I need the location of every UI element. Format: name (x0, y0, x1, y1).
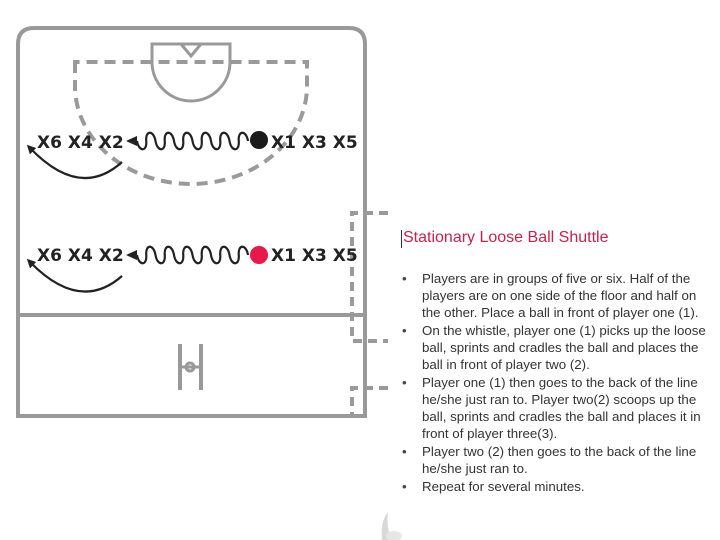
dashed-zone-arc (75, 62, 307, 184)
ball-icon (250, 246, 268, 264)
dashed-bracket-lower (352, 388, 388, 414)
court-outline (18, 28, 365, 416)
arrowhead-icon (126, 250, 137, 260)
ball-icon (250, 131, 268, 149)
instruction-item: • On the whistle, player one (1) picks up the loose ball, sprints and cradles the ball and places the ball in front of player two (2). (400, 322, 718, 373)
cradle-path (137, 133, 248, 150)
row-left-label: X6 X4 X2 (37, 133, 124, 153)
instruction-item: • Player one (1) then goes to the back of the line he/she just ran to. Player two(2) scoops up the ball, sprints and cradles the ball and places it in front of player three(3). (400, 374, 718, 442)
cradle-path (137, 247, 248, 264)
drill-row-1 (30, 131, 358, 178)
instruction-item: • Players are in groups of five or six. Half of the players are on one side of the floor and half on the other. Place a ball in front of player one (1). (400, 270, 718, 321)
drill-instructions-list (400, 270, 718, 496)
arrowhead-icon (126, 136, 137, 146)
drill-title: Stationary Loose Ball Shuttle (403, 229, 609, 246)
goal-mouth (181, 44, 201, 56)
row-left-label: X6 X4 X2 (37, 246, 124, 266)
return-arrow (30, 262, 122, 292)
page-curl-icon (378, 510, 406, 540)
instruction-item: • Player two (2) then goes to the back of the line he/she just ran to. (400, 443, 718, 477)
row-right-label: X1 X3 X5 (271, 246, 358, 266)
crease-arc (152, 44, 230, 101)
drill-row-2 (30, 246, 358, 292)
dashed-bracket-upper (352, 213, 388, 341)
goal-symbol (172, 343, 202, 390)
instruction-item: • Repeat for several minutes. (400, 478, 718, 495)
row-right-label: X1 X3 X5 (271, 133, 358, 153)
